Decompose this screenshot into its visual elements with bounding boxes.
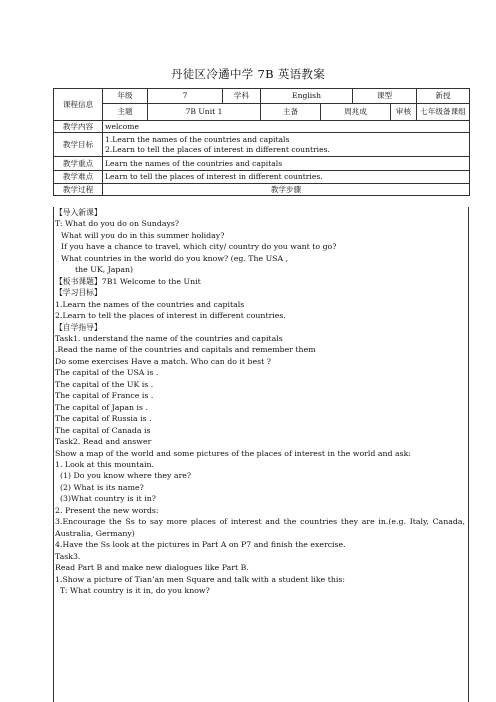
- preparer-label: 主备: [261, 104, 321, 121]
- text-line: What countries in the world do you know? (eg. The USA ,: [61, 253, 289, 263]
- topic-value: 7B Unit 1: [148, 104, 261, 121]
- text-line: The capital of the USA is .: [55, 368, 159, 378]
- lesson-type-label: 课型: [353, 89, 417, 104]
- difficulty-value: Learn to tell the places of interest in different countries.: [103, 171, 470, 184]
- text-line: Show a map of the world and some pictures of the places of interest in the world and ask:: [55, 448, 411, 458]
- text-line: The capital of Canada is: [55, 425, 151, 435]
- text-line: What will you do in this summer holiday?: [61, 230, 225, 240]
- steps-label: 教学步骤: [103, 184, 470, 196]
- text-line: 1.Show a picture of Tian’an men Square and talk with a student like this:: [55, 574, 346, 584]
- text-line: Task1. understand the name of the countries and capitals: [55, 333, 283, 343]
- text-line: The capital of Russia is .: [55, 414, 152, 424]
- topic-label: 主题: [103, 104, 148, 121]
- preparer-value: 周兆成: [321, 104, 391, 121]
- text-line: T: What do you do on Sundays?: [55, 219, 180, 229]
- content-value: welcome: [103, 121, 470, 133]
- text-line: Task2. Read and answer: [55, 437, 152, 447]
- grade-value: 7: [148, 89, 223, 104]
- key-label: 教学重点: [54, 157, 103, 171]
- lesson-info-table: [53, 88, 470, 196]
- text-line: The capital of France is .: [55, 391, 154, 401]
- text-line: 2.Learn to tell the places of interest in different countries.: [55, 311, 286, 321]
- goals-label: 教学目标: [54, 133, 103, 157]
- text-line: (3)What country is it in?: [60, 494, 156, 504]
- course-info-label: 课程信息: [54, 89, 103, 121]
- lesson-steps: [53, 207, 469, 702]
- text-line: 4.Have the Ss look at the pictures in Part A on P7 and finish the exercise.: [55, 540, 346, 550]
- text-line: The capital of Japan is .: [55, 402, 148, 412]
- goal-item: 2.Learn to tell the places of interest in different countries.: [105, 144, 330, 154]
- section-heading: 【导入新课】: [55, 208, 102, 217]
- text-line: the UK, Japan): [75, 265, 134, 275]
- goal-item: 1.Learn the names of the countries and capitals: [105, 134, 290, 144]
- subject-label: 学科: [223, 89, 261, 104]
- reviewer-value: 七年级备课组: [417, 104, 470, 121]
- page-title: 丹徒区冷遹中学 7B 英语教案: [170, 67, 326, 81]
- goals-cell: [103, 133, 470, 157]
- text-line: Task3.: [55, 551, 81, 561]
- text-line: 2. Present the new words:: [55, 505, 159, 515]
- text-line: .Read the name of the countries and capitals and remember them: [55, 345, 316, 355]
- section-heading: 【学习目标】: [55, 288, 102, 298]
- difficulty-label: 教学难点: [54, 171, 103, 184]
- lesson-type-value: 新授: [417, 89, 470, 104]
- section-heading: 【板书课题】7B1 Welcome to the Unit: [55, 276, 201, 286]
- grade-label: 年级: [103, 89, 148, 104]
- section-heading: 【自学指导】: [55, 322, 102, 332]
- text-line: Read Part B and make new dialogues like Part B.: [55, 563, 249, 573]
- process-label: 教学过程: [54, 184, 103, 196]
- text-line: (2) What is its name?: [60, 482, 144, 492]
- text-line: 3.Encourage the Ss to say more places of interest and the countries they are in.(e.g. Italy, Canada, Australia, Germany): [55, 517, 465, 538]
- text-line: 1. Look at this mountain.: [55, 459, 154, 469]
- text-line: Do some exercises Have a match. Who can do it best ?: [55, 356, 271, 366]
- key-value: Learn the names of the countries and capitals: [103, 157, 470, 171]
- subject-value: English: [261, 89, 353, 104]
- text-line: If you have a chance to travel, which city/ country do you want to go?: [61, 242, 337, 252]
- text-line: The capital of the UK is .: [55, 379, 154, 389]
- content-label: 教学内容: [54, 121, 103, 133]
- reviewer-label: 审核: [391, 104, 417, 121]
- text-line: T: What country is it in, do you know?: [60, 585, 210, 595]
- text-line: 1.Learn the names of the countries and capitals: [55, 299, 245, 309]
- text-line: (1) Do you know where they are?: [60, 471, 192, 481]
